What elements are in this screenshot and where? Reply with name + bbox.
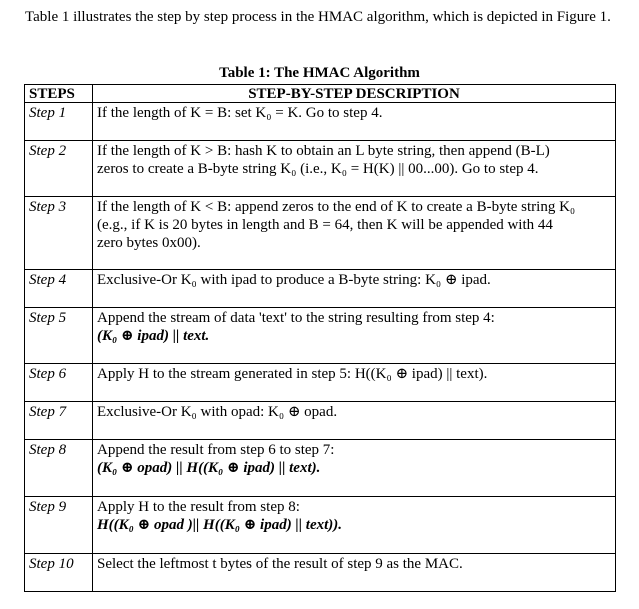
description-line: (K₀ ⊕ ipad) || text. [97, 328, 210, 344]
description-line: (e.g., if K is 20 bytes in length and B = 64, then K will be appended with 44 [97, 217, 553, 233]
table-header-row [25, 85, 616, 103]
step-description [93, 141, 616, 197]
description-line: Apply H to the result from step 8: [97, 499, 300, 515]
table-row [25, 270, 616, 308]
step-description [93, 440, 616, 497]
step-label: Step 6 [25, 364, 93, 402]
description-line: Exclusive-Or K₀ with ipad to produce a B-byte string: K₀ ⊕ ipad. [97, 272, 491, 288]
step-description [93, 497, 616, 554]
description-line: H((K₀ ⊕ opad )|| H((K₀ ⊕ ipad) || text)). [97, 517, 343, 533]
step-description [93, 197, 616, 270]
step-label: Step 8 [25, 440, 93, 497]
step-label: Step 10 [25, 554, 93, 592]
step-label: Step 1 [25, 103, 93, 141]
table-row [25, 497, 616, 554]
steps-column-header: STEPS [25, 85, 93, 103]
description-line: zero bytes 0x00). [97, 235, 201, 251]
step-description [93, 103, 616, 141]
table-row [25, 554, 616, 592]
step-description [93, 402, 616, 440]
description-line: Append the stream of data 'text' to the string resulting from step 4: [97, 310, 495, 326]
step-label: Step 7 [25, 402, 93, 440]
description-line: Select the leftmost t bytes of the result of step 9 as the MAC. [97, 556, 463, 572]
table-row [25, 308, 616, 364]
table-row [25, 402, 616, 440]
step-description [93, 270, 616, 308]
description-line: Append the result from step 6 to step 7: [97, 442, 335, 458]
description-column-header: STEP-BY-STEP DESCRIPTION [93, 85, 616, 103]
step-description [93, 554, 616, 592]
table-row [25, 364, 616, 402]
step-label: Step 5 [25, 308, 93, 364]
description-line: If the length of K < B: append zeros to the end of K to create a B-byte string K₀ [97, 199, 576, 215]
table-row [25, 440, 616, 497]
description-line: If the length of K = B: set K₀ = K. Go to step 4. [97, 105, 383, 121]
description-line: If the length of K > B: hash K to obtain an L byte string, then append (B-L) [97, 143, 550, 159]
description-line: Exclusive-Or K₀ with opad: K₀ ⊕ opad. [97, 404, 338, 420]
step-label: Step 9 [25, 497, 93, 554]
step-description [93, 308, 616, 364]
description-line: Apply H to the stream generated in step 5: H((K₀ ⊕ ipad) || text). [97, 366, 488, 382]
description-line: (K₀ ⊕ opad) || H((K₀ ⊕ ipad) || text). [97, 460, 321, 476]
table-row [25, 103, 616, 141]
table-caption: Table 1: The HMAC Algorithm [219, 65, 420, 81]
intro-paragraph: Table 1 illustrates the step by step process in the HMAC algorithm, which is depicted in Figure 1. [25, 9, 611, 25]
table-row [25, 197, 616, 270]
step-label: Step 3 [25, 197, 93, 270]
step-label: Step 2 [25, 141, 93, 197]
step-label: Step 4 [25, 270, 93, 308]
description-line: zeros to create a B-byte string K₀ (i.e., K₀ = H(K) || 00...00). Go to step 4. [97, 161, 539, 177]
table-row [25, 141, 616, 197]
hmac-table [24, 84, 616, 592]
step-description [93, 364, 616, 402]
